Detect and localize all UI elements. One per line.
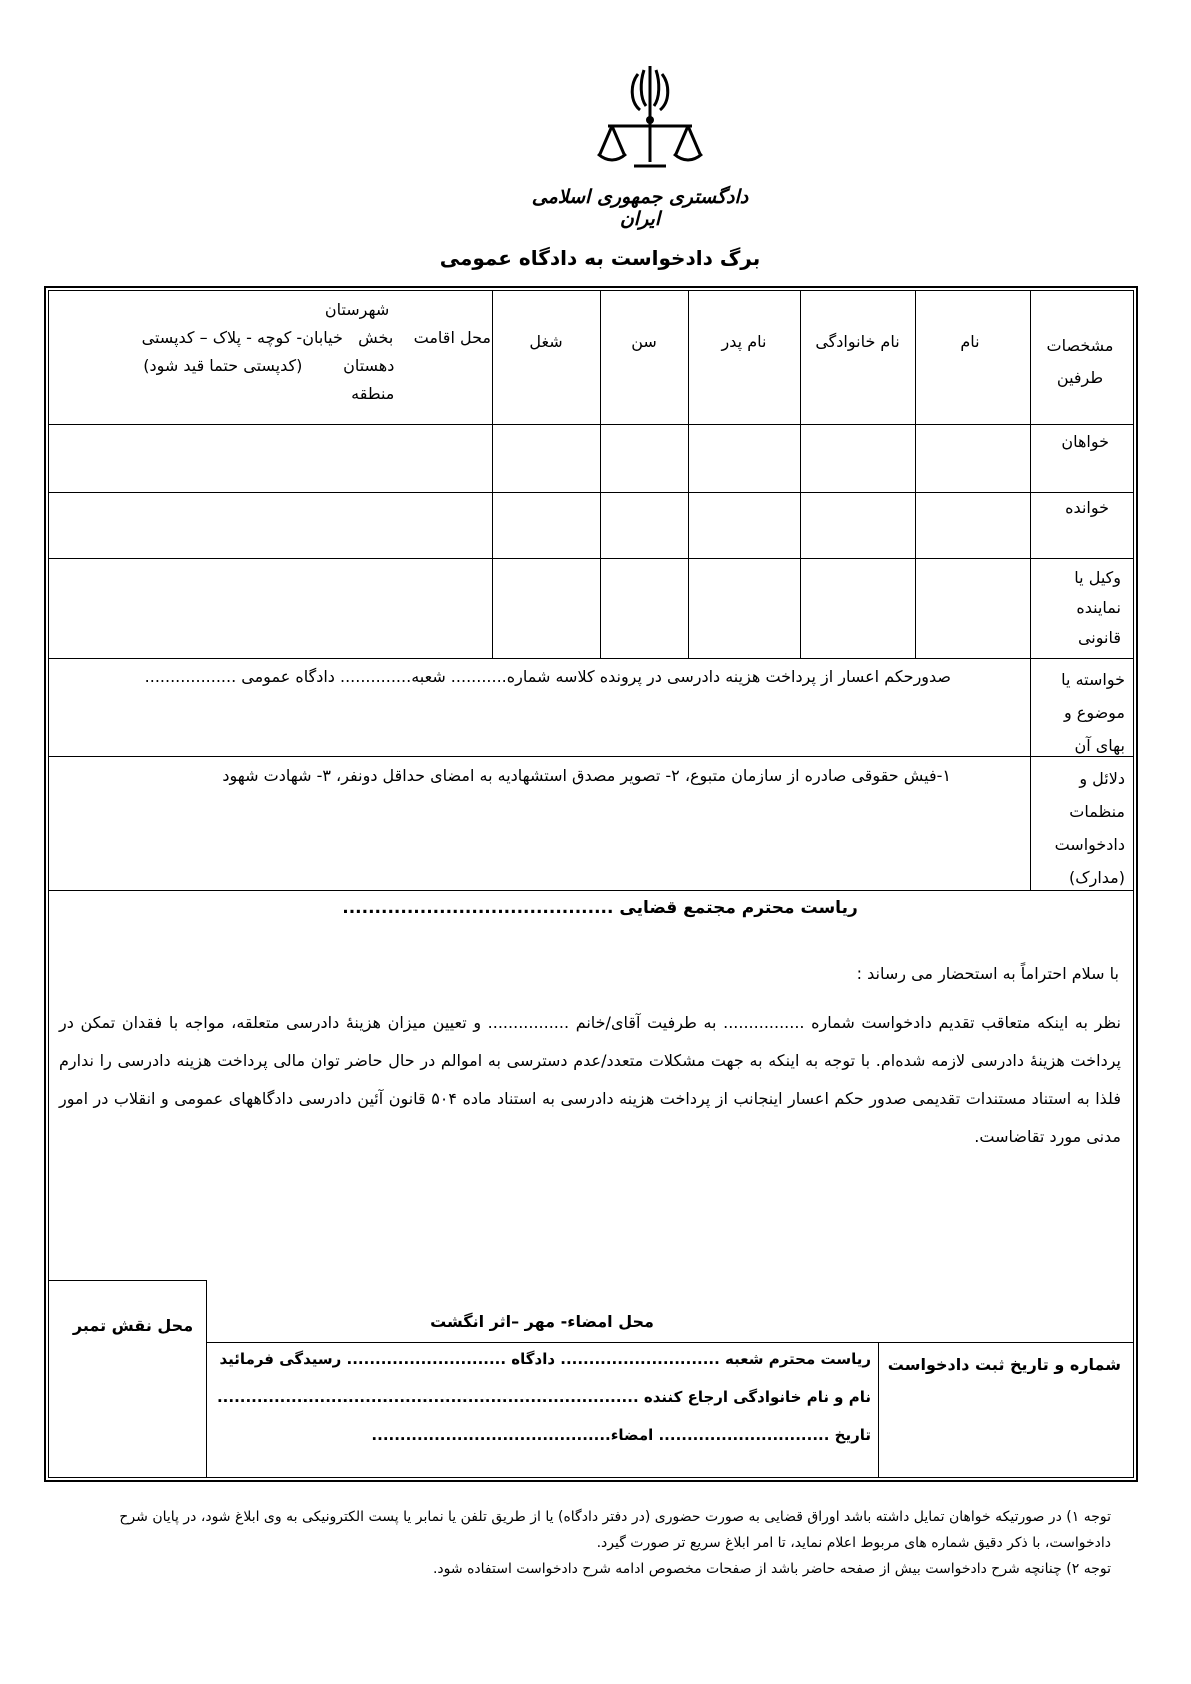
grid-line (48, 890, 1134, 891)
row-label-claim: خواسته یا موضوع و بهای آن (1061, 670, 1125, 755)
column-header-occupation: شغل (529, 332, 563, 351)
grid-line (48, 1280, 206, 1281)
row-label-lawyer: وکیل یا نماینده قانونی (1074, 568, 1121, 647)
party-details-header: مشخصات طرفین (1046, 336, 1114, 387)
row-label-evidence: دلائل و منظمات دادخواست (مدارک) (1054, 769, 1125, 887)
grid-line (1030, 290, 1031, 890)
evidence-text: ۱-فیش حقوقی صادره از سازمان متبوع، ۲- تصویر مصدق استشهادیه به امضای حداقل دونفر، ۳- شهادت شهود (222, 766, 951, 785)
row-label-plaintiff: خواهان (1061, 432, 1109, 451)
note-1: توجه ۱) در صورتیکه خواهان تمایل داشته باشد اوراق قضایی به صورت حضوری (در دفتر دادگاه) یا از طریق تلفن یا نمابر یا پست الکترونیکی به وی ابلاغ شود، در پایان شرح دادخواست، با ذکر دقیق شماره های مربوط اعلام نماید، تا امر ابلاغ سریع تر صورت گیرد. (119, 1509, 1111, 1551)
judiciary-logo-text: دادگستری جمهوری اسلامی ایران (531, 186, 749, 230)
grid-line (206, 1342, 1134, 1343)
signature-area-label: محل امضاء- مهر –اثر انگشت (430, 1312, 654, 1331)
grid-line (48, 658, 1134, 659)
column-header-age: سن (631, 332, 657, 351)
form-title: برگ دادخواست به دادگاه عمومی (439, 246, 761, 270)
letter-addressee: ریاست محترم مجتمع قضایی .......................................... (342, 898, 858, 918)
note-2: توجه ۲) چنانچه شرح دادخواست بیش از صفحه حاضر باشد از صفحات مخصوص ادامه شرح دادخواست استفاده شود. (432, 1561, 1111, 1577)
column-header-address: شهرستان محل اقامت بخش خیابان- کوچه - پلاک – کدپستی دهستان (کدپستی حتما قید شود) منطقه (141, 300, 491, 403)
column-header-name: نام (960, 332, 980, 351)
column-header-father-name: نام پدر (721, 332, 767, 351)
row-label-defendant: خوانده (1065, 498, 1109, 517)
referral-date-signature-line: تاریخ .............................. امضاء.......................................... (371, 1426, 871, 1444)
form-inner-frame (48, 290, 1134, 1478)
column-header-family-name: نام خانوادگی (815, 332, 900, 351)
stamp-area-label: محل نقش تمبر (72, 1316, 194, 1335)
registration-number-date-label: شماره و تاریخ ثبت دادخواست (887, 1355, 1121, 1374)
iran-judiciary-emblem-icon (590, 62, 710, 182)
letter-body: نظر به اینکه متعاقب تقدیم دادخواست شماره ................ به طرفیت آقای/خانم ................ و تعیین میزان هزینهٔ دادرسی متعلقه، مواجه با فقدان تمکن در پرداخت هزینهٔ دادرسی لازمه شده‌ام. با توجه به اینکه به جهت مشکلات متعدد/عدم دسترسی به اموالم در حال حاضر توان مالی پرداخت هزینه دادرسی را ندارم فلذا به استناد مستندات تقدیمی صدور حکم اعسار اینجانب از پرداخت هزینه دادرسی به استناد ماده ۵۰۴ قانون آئین دادرسی دادگاههای عمومی و انقلاب در امور مدنی مورد تقاضاست. (59, 1013, 1121, 1146)
referral-branch-line: ریاست محترم شعبه ............................ دادگاه ............................ رسیدگی فرمائید (219, 1350, 871, 1368)
grid-line (48, 492, 1134, 493)
letter-salutation: با سلام احتراماً به استحضار می رساند : (856, 964, 1119, 983)
referral-name-line: نام و نام خانوادگی ارجاع کننده .......................................................................... (216, 1388, 871, 1406)
grid-line (48, 558, 1134, 559)
grid-line (48, 424, 1134, 425)
grid-line (206, 1280, 207, 1478)
claim-text: صدورحکم اعسار از پرداخت هزینه دادرسی در پرونده کلاسه شماره........... شعبه.............. دادگاه عمومی .................. (144, 667, 951, 686)
grid-line (48, 756, 1134, 757)
